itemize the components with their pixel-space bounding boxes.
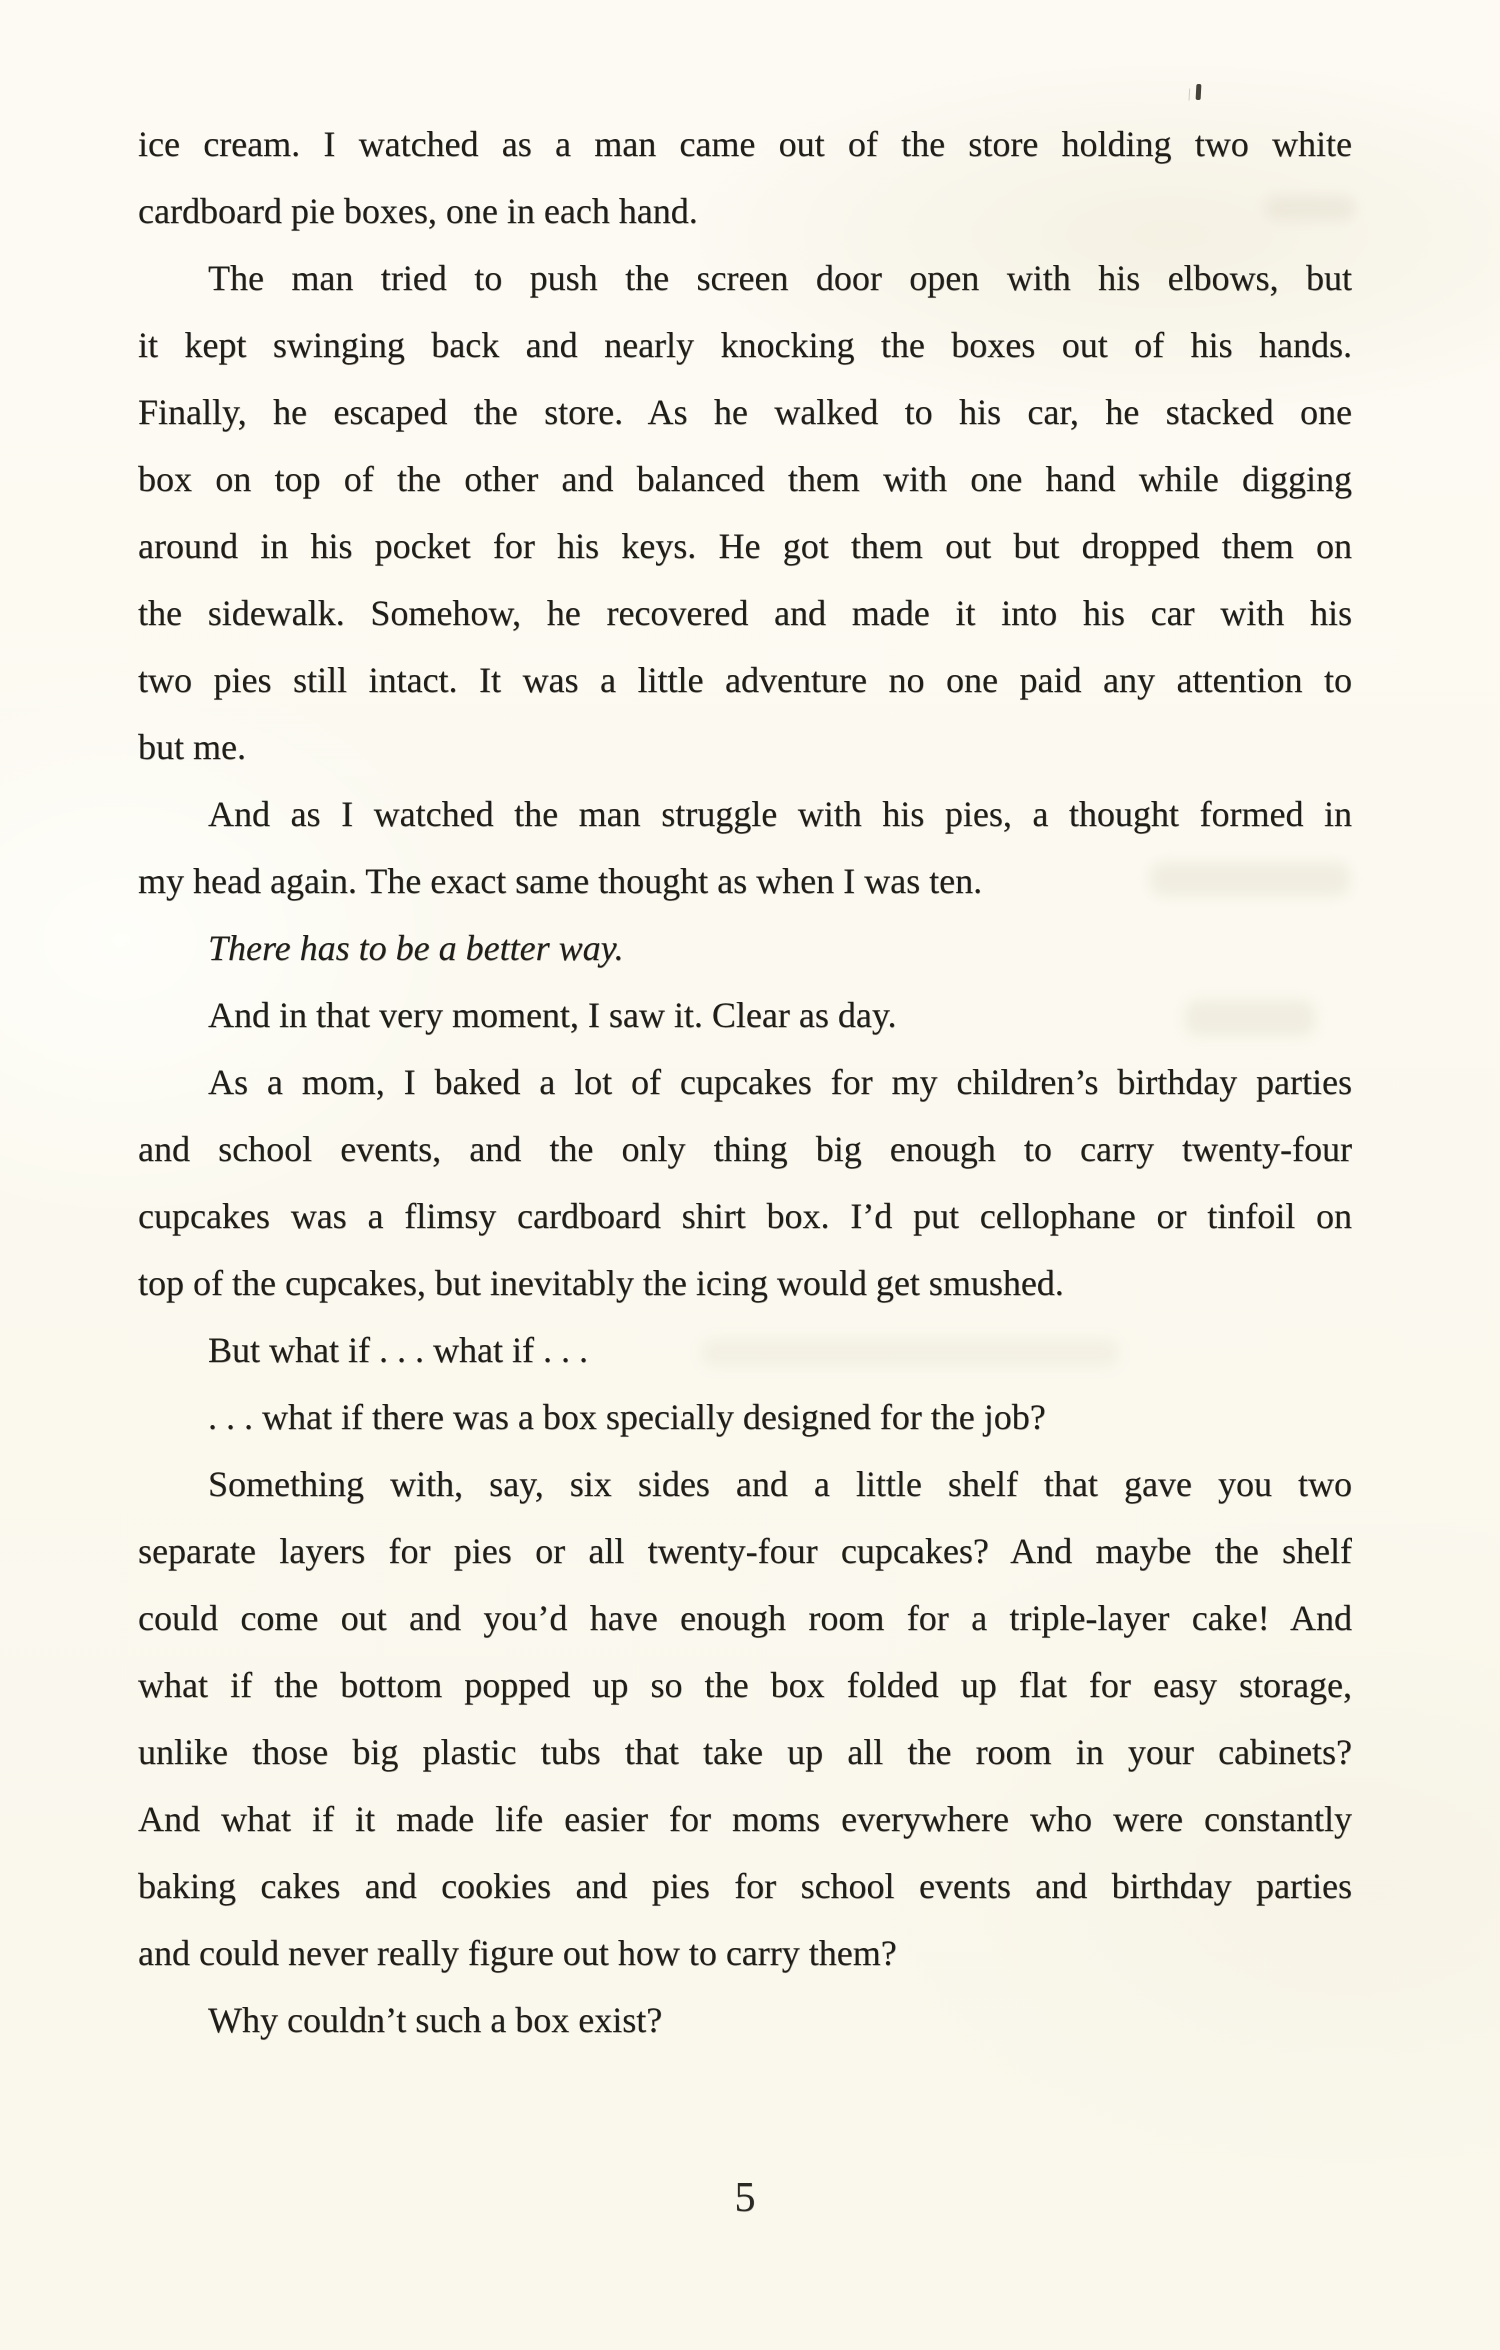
paragraph: [138, 982, 1352, 1049]
paragraph: [138, 245, 1352, 781]
text-line: The man tried to push the screen door open with his elbows, but: [208, 258, 1352, 298]
text-line: There has to be a better way.: [208, 928, 624, 968]
text-line: the sidewalk. Somehow, he recovered and made it into his car with his: [138, 593, 1352, 633]
text-line: And as I watched the man struggle with his pies, a thought formed in: [208, 794, 1352, 834]
paragraph: [138, 915, 1352, 982]
text-line: And in that very moment, I saw it. Clear as day.: [208, 995, 897, 1035]
paragraph: [138, 1317, 1352, 1384]
text-line: box on top of the other and balanced them with one hand while digging: [138, 459, 1352, 499]
text-block: [138, 111, 1352, 2054]
text-line: Something with, say, six sides and a little shelf that gave you two: [208, 1464, 1352, 1504]
text-line: and could never really figure out how to carry them?: [138, 1933, 897, 1973]
text-line: separate layers for pies or all twenty-four cupcakes? And maybe the shelf: [138, 1531, 1352, 1571]
text-line: Finally, he escaped the store. As he walked to his car, he stacked one: [138, 392, 1352, 432]
text-line: . . . what if there was a box specially designed for the job?: [208, 1397, 1046, 1437]
paragraph: [138, 1384, 1352, 1451]
paragraph: [138, 111, 1352, 245]
text-line: top of the cupcakes, but inevitably the icing would get smushed.: [138, 1263, 1064, 1303]
text-line: my head again. The exact same thought as when I was ten.: [138, 861, 983, 901]
paragraph: [138, 1987, 1352, 2054]
ink-tick-mark: [1196, 84, 1202, 100]
paragraph: [138, 1049, 1352, 1317]
paragraph: [138, 1451, 1352, 1987]
page-number: 5: [734, 2175, 756, 2221]
text-line: cardboard pie boxes, one in each hand.: [138, 191, 698, 231]
text-line: but me.: [138, 727, 246, 767]
text-line: But what if . . . what if . . .: [208, 1330, 588, 1370]
text-line: As a mom, I baked a lot of cupcakes for my children’s birthday parties: [208, 1062, 1352, 1102]
text-line: Why couldn’t such a box exist?: [208, 2000, 663, 2040]
text-line: cupcakes was a flimsy cardboard shirt box. I’d put cellophane or tinfoil on: [138, 1196, 1352, 1236]
text-line: baking cakes and cookies and pies for school events and birthday parties: [138, 1866, 1352, 1906]
text-line: unlike those big plastic tubs that take up all the room in your cabinets?: [138, 1732, 1352, 1772]
text-line: around in his pocket for his keys. He got them out but dropped them on: [138, 526, 1352, 566]
text-line: what if the bottom popped up so the box folded up flat for easy storage,: [138, 1665, 1352, 1705]
text-line: could come out and you’d have enough room for a triple-layer cake! And: [138, 1598, 1352, 1638]
text-line: two pies still intact. It was a little adventure no one paid any attention to: [138, 660, 1352, 700]
text-line: it kept swinging back and nearly knocking the boxes out of his hands.: [138, 325, 1352, 365]
text-line: And what if it made life easier for moms everywhere who were constantly: [138, 1799, 1352, 1839]
text-line: and school events, and the only thing big enough to carry twenty-four: [138, 1129, 1352, 1169]
paragraph: [138, 781, 1352, 915]
text-line: ice cream. I watched as a man came out of the store holding two white: [138, 124, 1352, 164]
